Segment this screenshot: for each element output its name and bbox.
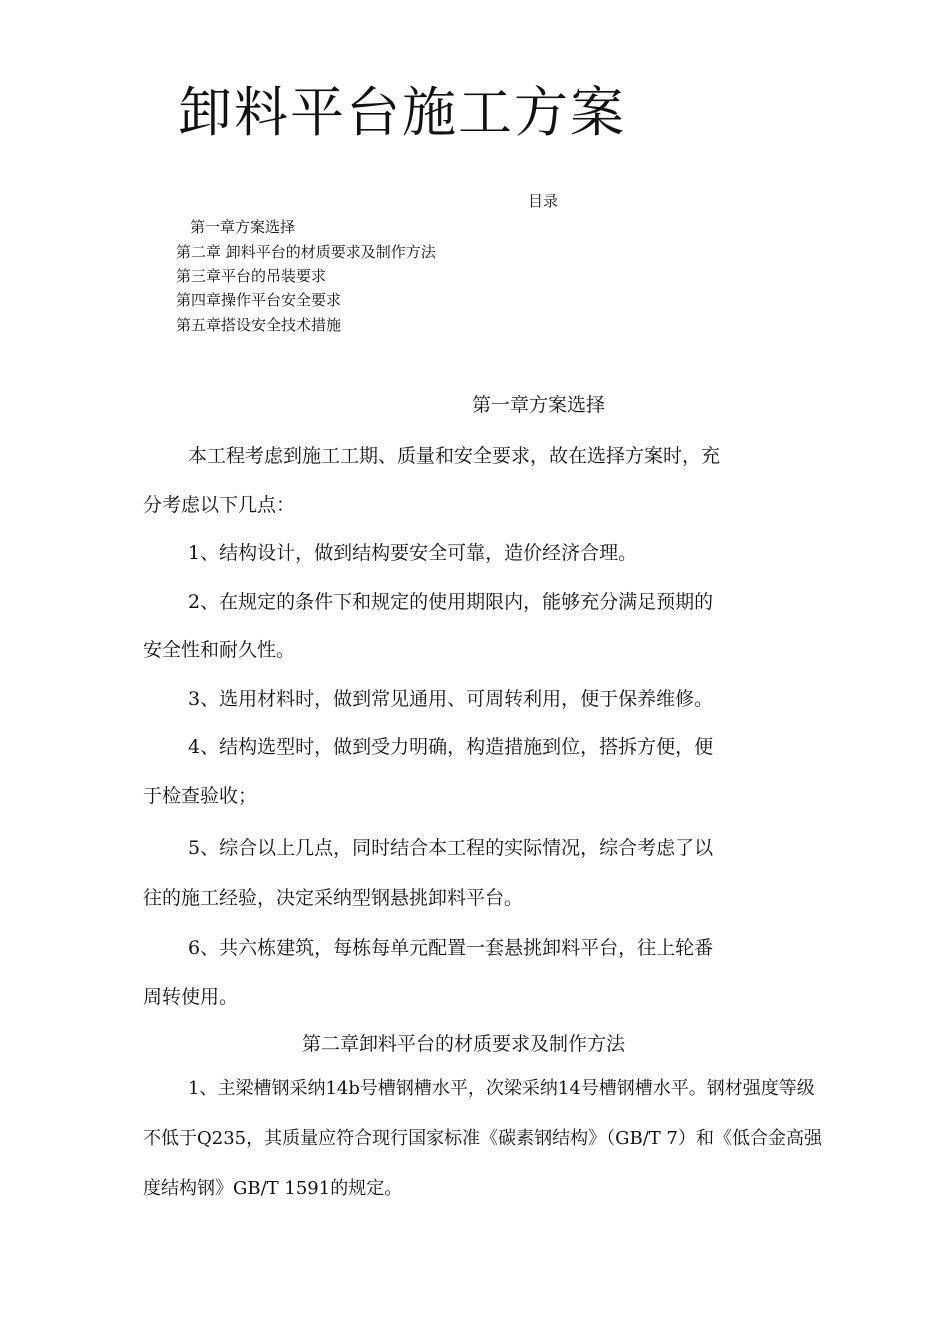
chapter-2-line: 1、主梁槽钢采纳14b号槽钢槽水平，次梁采纳14号槽钢槽水平。钢材强度等级 [188,1078,815,1099]
chapter-1-line: 1、结构设计，做到结构要安全可靠，造价经济合理。 [188,542,638,564]
chapter-1-line: 3、选用材料时，做到常见通用、可周转利用，便于保养维修。 [188,688,714,710]
toc-item-chapter-4[interactable]: 第四章操作平台安全要求 [176,291,342,309]
chapter-1-heading: 第一章方案选择 [472,394,606,416]
toc-item-chapter-1[interactable]: 第一章方案选择 [190,218,296,236]
chapter-1-line: 4、结构选型时，做到受力明确，构造措施到位，搭拆方便，便 [188,736,714,758]
chapter-1-line: 往的施工经验，决定采纳型钢悬挑卸料平台。 [143,887,524,909]
chapter-1-line: 周转使用。 [143,986,239,1008]
toc-item-chapter-3[interactable]: 第三章平台的吊装要求 [176,267,327,285]
chapter-2-line: 不低于Q235，其质量应符合现行国家标准《碳素钢结构》（GB/T 7）和《低合金高强 [143,1128,822,1149]
chapter-1-line: 本工程考虑到施工工期、质量和安全要求，故在选择方案时，充 [188,445,721,467]
document-title: 卸料平台施工方案 [178,81,626,144]
chapter-1-line: 于检查验收； [143,785,258,807]
toc-item-chapter-5[interactable]: 第五章搭设安全技术措施 [176,316,342,334]
chapter-2-line: 度结构钢》GB/T 1591的规定。 [143,1178,403,1199]
chapter-1-line: 6、共六栋建筑，每栋每单元配置一套悬挑卸料平台，往上轮番 [188,937,714,959]
chapter-1-line: 2、在规定的条件下和规定的使用期限内，能够充分满足预期的 [188,591,714,613]
toc-item-chapter-2[interactable]: 第二章 卸料平台的材质要求及制作方法 [176,243,436,261]
chapter-1-line: 安全性和耐久性。 [143,639,296,661]
toc-heading: 目录 [528,192,559,210]
chapter-2-heading: 第二章卸料平台的材质要求及制作方法 [302,1033,626,1055]
chapter-1-line: 5、综合以上几点，同时结合本工程的实际情况，综合考虑了以 [188,837,714,859]
chapter-1-line: 分考虑以下几点： [143,494,296,516]
